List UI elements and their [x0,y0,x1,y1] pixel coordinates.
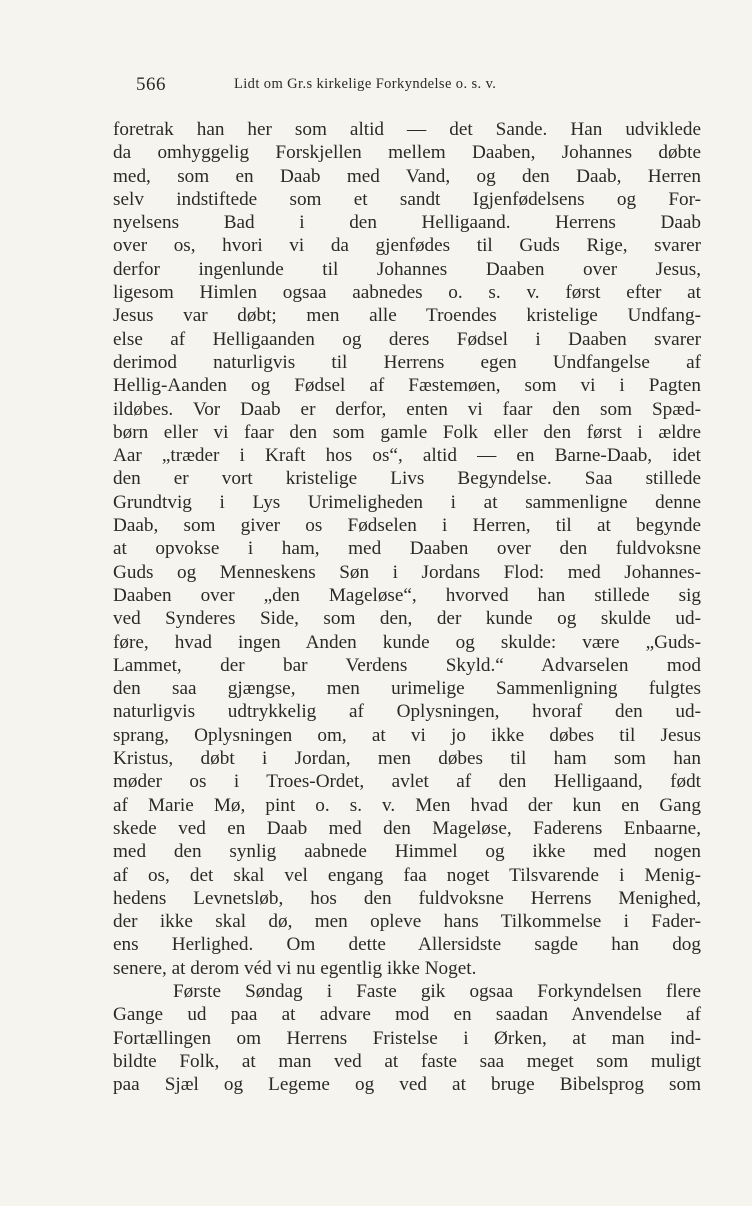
text-line: paa Sjæl og Legeme og ved at bruge Bibelsprog som [113,1074,701,1096]
body-text [113,118,701,1096]
text-line: nyelsens Bad i den Helligaand. Herrens Daab [113,212,701,234]
page-number: 566 [136,74,166,95]
text-line: at opvokse i ham, med Daaben over den fuldvoksne [113,538,701,560]
text-line: den saa gjængse, men urimelige Sammenligning fulgtes [113,678,701,700]
text-line: Grundtvig i Lys Urimeligheden i at sammenligne denne [113,491,701,513]
text-line: der ikke skal dø, men opleve hans Tilkommelse i Fader- [113,911,701,933]
text-line: møder os i Troes-Ordet, avlet af den Helligaand, født [113,771,701,793]
text-line: Kristus, døbt i Jordan, men døbes til ham som han [113,748,701,770]
text-line: hedens Levnetsløb, hos den fuldvoksne Herrens Menighed, [113,887,701,909]
text-line: af os, det skal vel engang faa noget Tilsvarende i Menig- [113,864,701,886]
text-line: Aar „træder i Kraft hos os“, altid — en Barne-Daab, idet [113,445,701,467]
text-line: med den synlig aabnede Himmel og ikke med nogen [113,841,701,863]
text-line: Gange ud paa at advare mod en saadan Anvendelse af [113,1004,701,1026]
text-line: bildte Folk, at man ved at faste saa meget som muligt [113,1050,701,1072]
running-title: Lidt om Gr.s kirkelige Forkyndelse o. s. v. [234,76,497,92]
text-line: derfor ingenlunde til Johannes Daaben over Jesus, [113,258,701,280]
text-line: foretrak han her som altid — det Sande. Han udviklede [113,119,701,140]
page-header [136,72,636,102]
text-line: ved Synderes Side, som den, der kunde og skulde ud- [113,608,701,630]
text-line: Fortællingen om Herrens Fristelse i Ørken, at man ind- [113,1027,701,1049]
text-line: Hellig-Aanden og Fødsel af Fæstemøen, som vi i Pagten [113,375,701,397]
text-line: ligesom Himlen ogsaa aabnedes o. s. v. først efter at [113,282,701,304]
text-line: Lammet, der bar Verdens Skyld.“ Advarselen mod [113,654,701,676]
text-line: føre, hvad ingen Anden kunde og skulde: være „Guds- [113,631,701,653]
text-line: børn eller vi faar den som gamle Folk eller den først i ældre [113,421,701,443]
text-line: Daab, som giver os Fødselen i Herren, til at begynde [113,515,701,537]
text-line: ildøbes. Vor Daab er derfor, enten vi faar den som Spæd- [113,398,701,420]
text-line: derimod naturligvis til Herrens egen Undfangelse af [113,351,701,373]
text-line: da omhyggelig Forskjellen mellem Daaben, Johannes døbte [113,142,701,164]
text-line: naturligvis udtrykkelig af Oplysningen, hvoraf den ud- [113,701,701,723]
text-line: skede ved en Daab med den Mageløse, Faderens Enbaarne, [113,817,701,839]
text-line: over os, hvori vi da gjenfødes til Guds Rige, svarer [113,235,701,257]
text-line: Guds og Menneskens Søn i Jordans Flod: med Johannes- [113,561,701,583]
text-line: Daaben over „den Mageløse“, hvorved han stillede sig [113,584,701,606]
text-line: med, som en Daab med Vand, og den Daab, Herren [113,165,701,187]
text-line: else af Helligaanden og deres Fødsel i Daaben svarer [113,328,701,350]
text-line: selv indstiftede som et sandt Igjenfødelsens og For- [113,188,701,210]
text-line: Jesus var døbt; men alle Troendes kristelige Undfang- [113,305,701,327]
text-line: af Marie Mø, pint o. s. v. Men hvad der kun en Gang [113,794,701,816]
paragraph-start-line: Første Søndag i Faste gik ogsaa Forkyndelsen flere [173,980,701,1002]
text-line: den er vort kristelige Livs Begyndelse. Saa stillede [113,468,701,490]
text-line: senere, at derom véd vi nu egentlig ikke Noget. [113,957,477,979]
text-line: sprang, Oplysningen om, at vi jo ikke døbes til Jesus [113,724,701,746]
text-line: ens Herlighed. Om dette Allersidste sagde han dog [113,934,701,956]
